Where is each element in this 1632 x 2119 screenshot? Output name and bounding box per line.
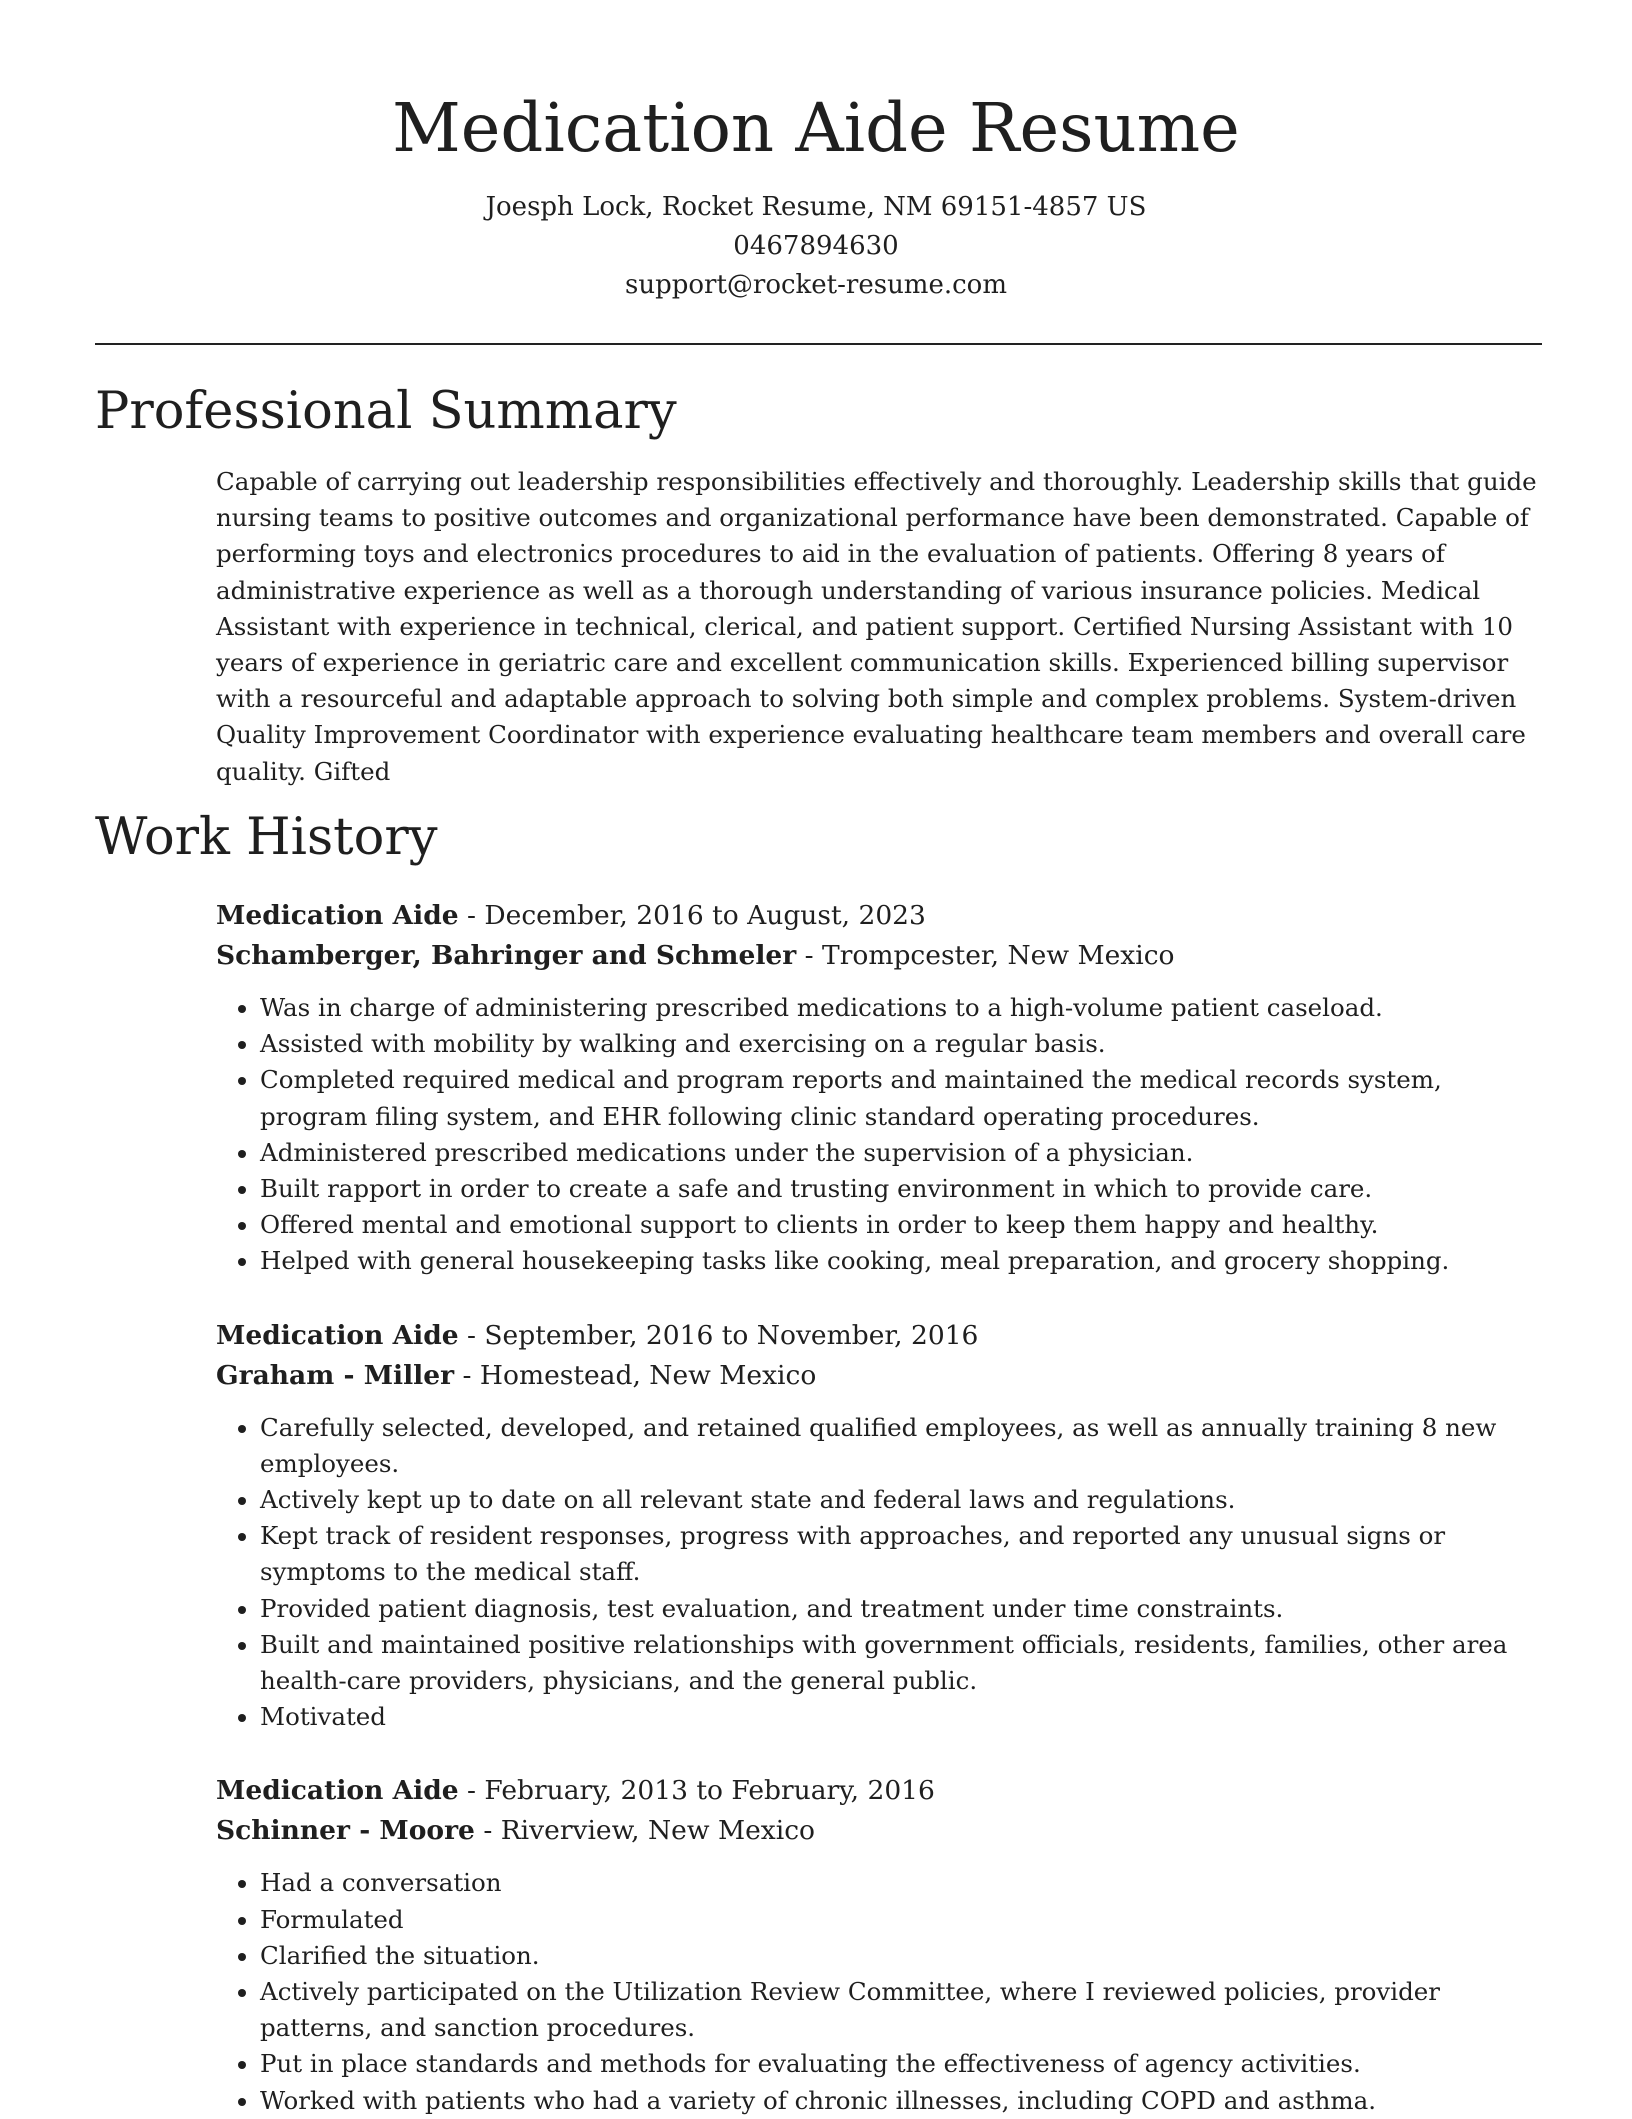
separator: - [458,1775,485,1807]
job-bullets [216,990,1546,1280]
job-bullets [216,1410,1546,1736]
job-location: Riverview, New Mexico [500,1815,816,1847]
separator: - [796,940,823,971]
job-company-line [216,1811,1546,1851]
resume-header [0,0,1632,305]
resume-title: Medication Aide Resume [392,89,1240,167]
separator: - [458,900,485,931]
job-location: Homestead, New Mexico [479,1359,817,1391]
job-location: Trompcester, New Mexico [822,940,1175,971]
list-item: • Actively kept up to date on all relevant state and federal laws and regulations. [260,1482,1546,1518]
job-company: Graham - Miller [216,1359,455,1391]
list-item: • Kept track of resident responses, progress with approaches, and reported any unusual signs or symptoms to the medical staff. [260,1518,1546,1590]
contact-phone: 0467894630 [733,231,899,261]
job-title-line [216,1771,1546,1811]
separator: - [458,1319,485,1351]
list-item: • Helped with general housekeeping tasks like cooking, meal preparation, and grocery shopping. [260,1243,1546,1279]
job-company-line [216,1356,1546,1396]
job-entry [216,896,1546,1280]
list-item: • Put in place standards and methods for evaluating the effectiveness of agency activities. [260,2046,1546,2082]
separator: - [454,1359,480,1391]
job-company-line [216,936,1546,976]
list-item: • Built and maintained positive relationships with government officials, residents, families, other area health-care providers, physicians, and the general public. [260,1627,1546,1699]
job-company: Schinner - Moore [216,1815,475,1847]
job-dates: September, 2016 to November, 2016 [484,1319,979,1351]
work-history-heading: Work History [95,808,438,867]
separator: - [474,1815,501,1847]
job-entry [216,1316,1546,1736]
summary-text: Capable of carrying out leadership responsibilities effectively and thoroughly. Leadership skills that guide nursing teams to positive outcomes and organizational performance have been demonstrated. Capable of performing toys and electronics procedures to aid in the evaluation of patients. Offering 8 years of administrative experience as well as a thorough understanding of various insurance policies. Medical Assistant with experience in technical, clerical, and patient support. Certified Nursing Assistant with 10 years of experience in geriatric care and excellent communication skills. Experienced billing supervisor with a resourceful and adaptable approach to solving both simple and complex problems. System-driven Quality Improvement Coordinator with experience evaluating healthcare team members and overall care quality. Gifted [216,467,1537,786]
list-item: • Completed required medical and program reports and maintained the medical records system, program filing system, and EHR following clinic standard operating procedures. [260,1062,1546,1134]
job-company: Schamberger, Bahringer and Schmeler [216,940,797,971]
header-divider [95,343,1542,345]
job-dates: February, 2013 to February, 2016 [484,1775,935,1807]
list-item: • Worked with patients who had a variety of chronic illnesses, including COPD and asthma. [260,2083,1546,2119]
summary-heading: Professional Summary [95,382,677,441]
job-dates: December, 2016 to August, 2023 [484,900,926,931]
list-item: • Was in charge of administering prescribed medications to a high-volume patient caseload. [260,990,1546,1026]
contact-email[interactable]: support@rocket-resume.com [624,270,1007,300]
contact-address: Joesph Lock, Rocket Resume, NM 69151-4857 US [485,192,1147,222]
list-item: • Had a conversation [260,1865,1546,1901]
job-title: Medication Aide [216,1319,459,1351]
job-entry [216,1771,1546,2118]
job-title-line [216,1316,1546,1356]
job-title: Medication Aide [216,1775,459,1807]
job-bullets [216,1865,1546,2118]
list-item: • Assisted with mobility by walking and exercising on a regular basis. [260,1026,1546,1062]
job-title: Medication Aide [216,900,459,931]
list-item: • Actively participated on the Utilization Review Committee, where I reviewed policies, provider patterns, and sanction procedures. [260,1974,1546,2046]
list-item: • Carefully selected, developed, and retained qualified employees, as well as annually training 8 new employees. [260,1410,1546,1482]
work-history [216,896,1546,2119]
list-item: • Administered prescribed medications under the supervision of a physician. [260,1135,1546,1171]
list-item: • Offered mental and emotional support to clients in order to keep them happy and healthy. [260,1207,1546,1243]
list-item: • Clarified the situation. [260,1938,1546,1974]
list-item: • Built rapport in order to create a safe and trusting environment in which to provide care. [260,1171,1546,1207]
list-item: • Motivated [260,1699,1546,1735]
list-item: • Provided patient diagnosis, test evaluation, and treatment under time constraints. [260,1591,1546,1627]
list-item: • Formulated [260,1902,1546,1938]
contact-block [0,188,1632,305]
job-title-line [216,896,1546,936]
